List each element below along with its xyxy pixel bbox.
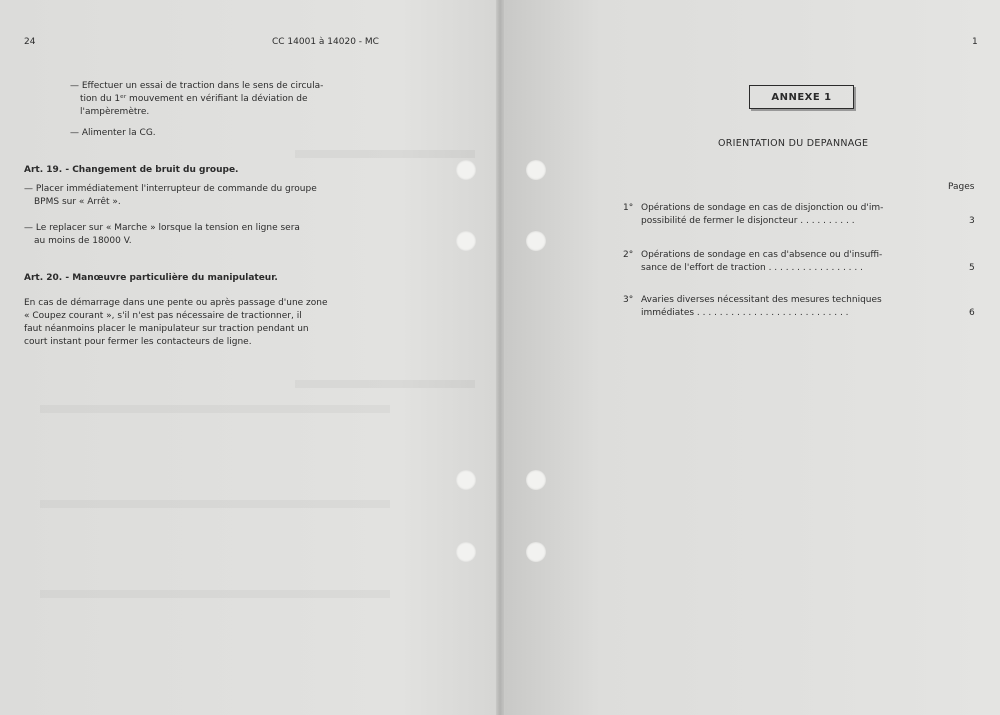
punch-hole (526, 160, 546, 180)
section-title: ORIENTATION DU DEPANNAGE (718, 138, 869, 149)
running-header: CC 14001 à 14020 - MC (272, 37, 379, 47)
left-page-number: 24 (24, 37, 36, 47)
intro-line: — Effectuer un essai de traction dans le sens de circula- (70, 81, 324, 91)
intro-line: l'ampèremètre. (80, 107, 150, 117)
right-page-number: 1 (972, 37, 978, 47)
annexe-label: ANNEXE 1 (771, 91, 832, 103)
toc-entry (623, 249, 976, 275)
toc-entry-line: Opérations de sondage en cas d'absence ou d'insuffi- (641, 250, 883, 260)
toc-entry-page: 6 (969, 308, 975, 318)
toc-entry (623, 202, 976, 228)
toc-entry (623, 294, 976, 320)
left-page (0, 0, 497, 715)
toc-entry-line: immédiates . . . . . . . . . . . . . . . . . . . . . . . . . . . (641, 308, 849, 318)
art19-line: — Placer immédiatement l'interrupteur de commande du groupe (24, 184, 317, 194)
punch-hole (456, 470, 476, 490)
art20-line: faut néanmoins placer le manipulateur sur traction pendant un (24, 324, 309, 334)
punch-hole (456, 231, 476, 251)
punch-hole (456, 160, 476, 180)
art20-line: En cas de démarrage dans une pente ou après passage d'une zone (24, 298, 328, 308)
art19-line: BPMS sur « Arrêt ». (34, 197, 121, 207)
art20-title: Art. 20. - Manœuvre particulière du manipulateur. (24, 273, 278, 283)
art19-line: — Le replacer sur « Marche » lorsque la tension en ligne sera (24, 223, 300, 233)
toc-entry-line: Opérations de sondage en cas de disjonction ou d'im- (641, 203, 884, 213)
annexe-label-box (749, 85, 854, 109)
toc-entry-line: possibilité de fermer le disjoncteur . . . . . . . . . . (641, 216, 855, 226)
page-fold (496, 0, 504, 715)
art19-line: au moins de 18000 V. (34, 236, 132, 246)
toc-entry-page: 5 (969, 263, 975, 273)
toc-entry-line: sance de l'effort de traction . . . . . . . . . . . . . . . . . (641, 263, 863, 273)
punch-hole (526, 542, 546, 562)
punch-hole (526, 231, 546, 251)
art20-line: « Coupez courant », s'il n'est pas nécessaire de tractionner, il (24, 311, 302, 321)
pages-column-label: Pages (948, 182, 975, 192)
art20-line: court instant pour fermer les contacteurs de ligne. (24, 337, 252, 347)
punch-hole (526, 470, 546, 490)
intro-line: — Alimenter la CG. (70, 128, 156, 138)
toc-entry-number: 2° (623, 250, 634, 260)
art19-title: Art. 19. - Changement de bruit du groupe. (24, 165, 239, 175)
toc-entry-line: Avaries diverses nécessitant des mesures techniques (641, 295, 882, 305)
intro-line: tion du 1ᵉʳ mouvement en vérifiant la déviation de (80, 94, 308, 104)
punch-hole (456, 542, 476, 562)
toc-entry-page: 3 (969, 216, 975, 226)
toc-entry-number: 3° (623, 295, 634, 305)
toc-entry-number: 1° (623, 203, 634, 213)
